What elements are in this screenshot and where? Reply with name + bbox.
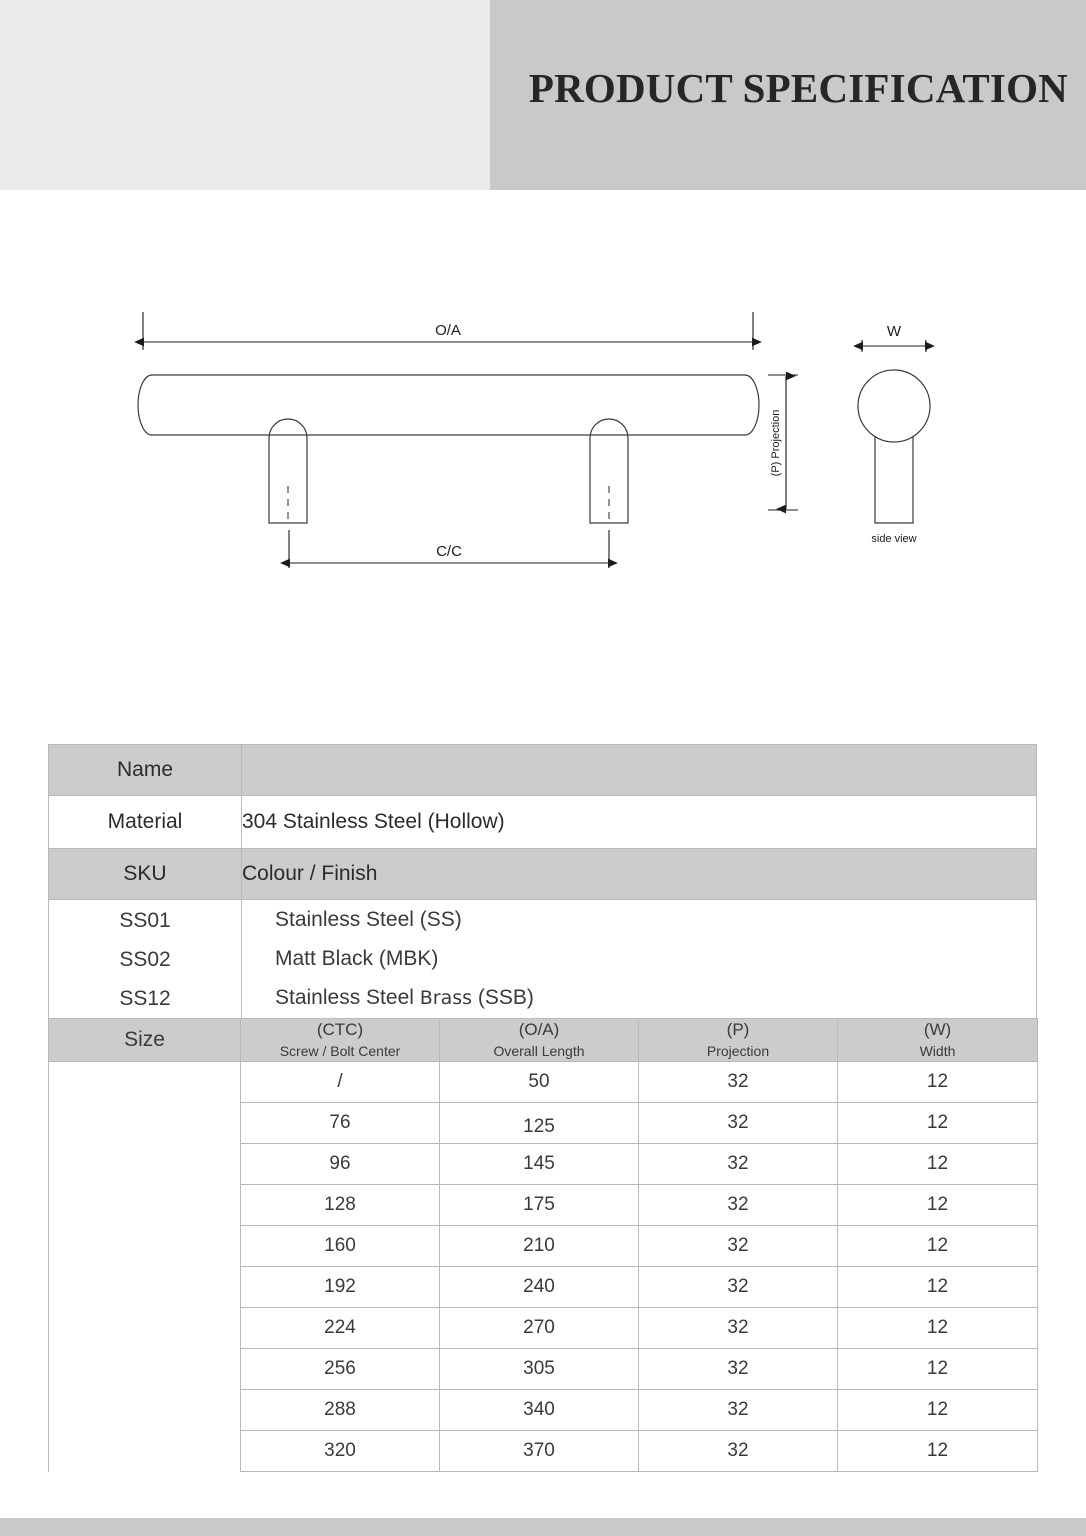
- cell-p: 32: [639, 1226, 838, 1267]
- cc-label: C/C: [436, 543, 462, 560]
- cell-w: 12: [838, 1431, 1038, 1472]
- column-code: (O/A): [518, 1020, 560, 1039]
- projection-label: (P) Projection: [770, 409, 782, 477]
- width-label: W: [886, 323, 902, 340]
- cell-ctc: 224: [241, 1308, 440, 1349]
- specification-table: [48, 744, 1037, 1019]
- column-header-p: [639, 1019, 838, 1062]
- sku-code-cell: [49, 900, 242, 1019]
- handle-bar-body: [138, 375, 759, 435]
- table-row-sku-header: [49, 849, 1037, 900]
- size-row-label: [49, 1019, 241, 1062]
- size-table-header-row: [49, 1019, 1038, 1062]
- oa-label: O/A: [435, 322, 461, 339]
- name-label: Name: [49, 745, 242, 796]
- column-name: Overall Length: [493, 1043, 585, 1059]
- size-table: [48, 1018, 1038, 1472]
- cell-ctc: /: [241, 1062, 440, 1103]
- oa-dimension: [143, 312, 753, 350]
- finish-name-cell: [242, 900, 1037, 1019]
- cell-w: 12: [838, 1226, 1038, 1267]
- list-item: SS01: [119, 908, 171, 932]
- cell-w: 12: [838, 1185, 1038, 1226]
- column-name: Projection: [706, 1043, 770, 1059]
- cell-w: 12: [838, 1308, 1038, 1349]
- cell-oa: 370: [440, 1431, 639, 1472]
- cell-p: 32: [639, 1185, 838, 1226]
- page-header: [0, 0, 1086, 190]
- material-value: 304 Stainless Steel (Hollow): [242, 796, 1037, 849]
- cell-oa: 340: [440, 1390, 639, 1431]
- finish-suffix: (SSB): [472, 986, 534, 1009]
- cell-ctc: 96: [241, 1144, 440, 1185]
- table-row-name: [49, 745, 1037, 796]
- cell-ctc: 76: [241, 1103, 440, 1144]
- cell-p: 32: [639, 1349, 838, 1390]
- table-row: [49, 1062, 1038, 1103]
- finish-emphasis: Brass: [419, 987, 473, 1009]
- finish-name-list: [242, 900, 1036, 1018]
- table-row-finishes: [49, 900, 1037, 1019]
- finish-text: Stainless Steel (SS): [275, 908, 462, 931]
- cell-p: 32: [639, 1062, 838, 1103]
- cell-p: 32: [639, 1267, 838, 1308]
- cell-ctc: 192: [241, 1267, 440, 1308]
- list-item: [275, 978, 1036, 1018]
- column-header-oa: [440, 1019, 639, 1062]
- page-title: PRODUCT SPECIFICATION: [528, 65, 1068, 111]
- finish-header: Colour / Finish: [242, 849, 1037, 900]
- cell-oa: 125: [440, 1107, 639, 1148]
- sku-label: SKU: [49, 849, 242, 900]
- list-item: [275, 900, 1036, 939]
- finish-text: Matt Black (MBK): [275, 947, 439, 970]
- column-code: (CTC): [316, 1020, 364, 1039]
- cell-w: 12: [838, 1390, 1038, 1431]
- cell-ctc: 128: [241, 1185, 440, 1226]
- sku-code-list: [49, 901, 241, 1018]
- size-blank-cell: [49, 1062, 241, 1472]
- header-left-block: [0, 0, 490, 190]
- column-name: Width: [919, 1043, 956, 1059]
- cell-oa: 145: [440, 1144, 639, 1185]
- drawing-canvas: [0, 190, 1086, 730]
- column-header-w: [838, 1019, 1038, 1062]
- cell-w: 12: [838, 1267, 1038, 1308]
- footer-bar: [0, 1518, 1086, 1536]
- list-item: [275, 939, 1036, 978]
- cell-w: 12: [838, 1062, 1038, 1103]
- cell-oa: 210: [440, 1226, 639, 1267]
- cell-ctc: 288: [241, 1390, 440, 1431]
- cell-p: 32: [639, 1308, 838, 1349]
- name-value: [242, 745, 1037, 796]
- table-row-material: [49, 796, 1037, 849]
- cell-ctc: 320: [241, 1431, 440, 1472]
- cell-p: 32: [639, 1390, 838, 1431]
- cc-dimension: [289, 530, 609, 568]
- column-code: (W): [923, 1020, 952, 1039]
- side-view: [858, 323, 930, 545]
- side-view-caption: side view: [871, 533, 917, 545]
- cell-p: 32: [639, 1431, 838, 1472]
- material-label: Material: [49, 796, 242, 849]
- column-code: (P): [726, 1020, 750, 1039]
- cell-w: 12: [838, 1144, 1038, 1185]
- projection-dimension: [768, 375, 798, 510]
- cell-oa: 175: [440, 1185, 639, 1226]
- list-item: SS12: [119, 986, 171, 1010]
- cell-oa: 270: [440, 1308, 639, 1349]
- cell-p: 32: [639, 1144, 838, 1185]
- cell-w: 12: [838, 1103, 1038, 1144]
- finish-text: Stainless Steel: [275, 986, 420, 1009]
- column-header-ctc: [241, 1019, 440, 1062]
- technical-drawing: [0, 190, 1086, 730]
- list-item: SS02: [119, 947, 171, 971]
- cell-ctc: 160: [241, 1226, 440, 1267]
- cell-oa: 240: [440, 1267, 639, 1308]
- size-label-text: Size: [124, 1028, 165, 1051]
- column-name: Screw / Bolt Center: [279, 1043, 401, 1059]
- cell-oa: 50: [440, 1062, 639, 1103]
- cell-oa: 305: [440, 1349, 639, 1390]
- cell-w: 12: [838, 1349, 1038, 1390]
- cell-p: 32: [639, 1103, 838, 1144]
- cell-ctc: 256: [241, 1349, 440, 1390]
